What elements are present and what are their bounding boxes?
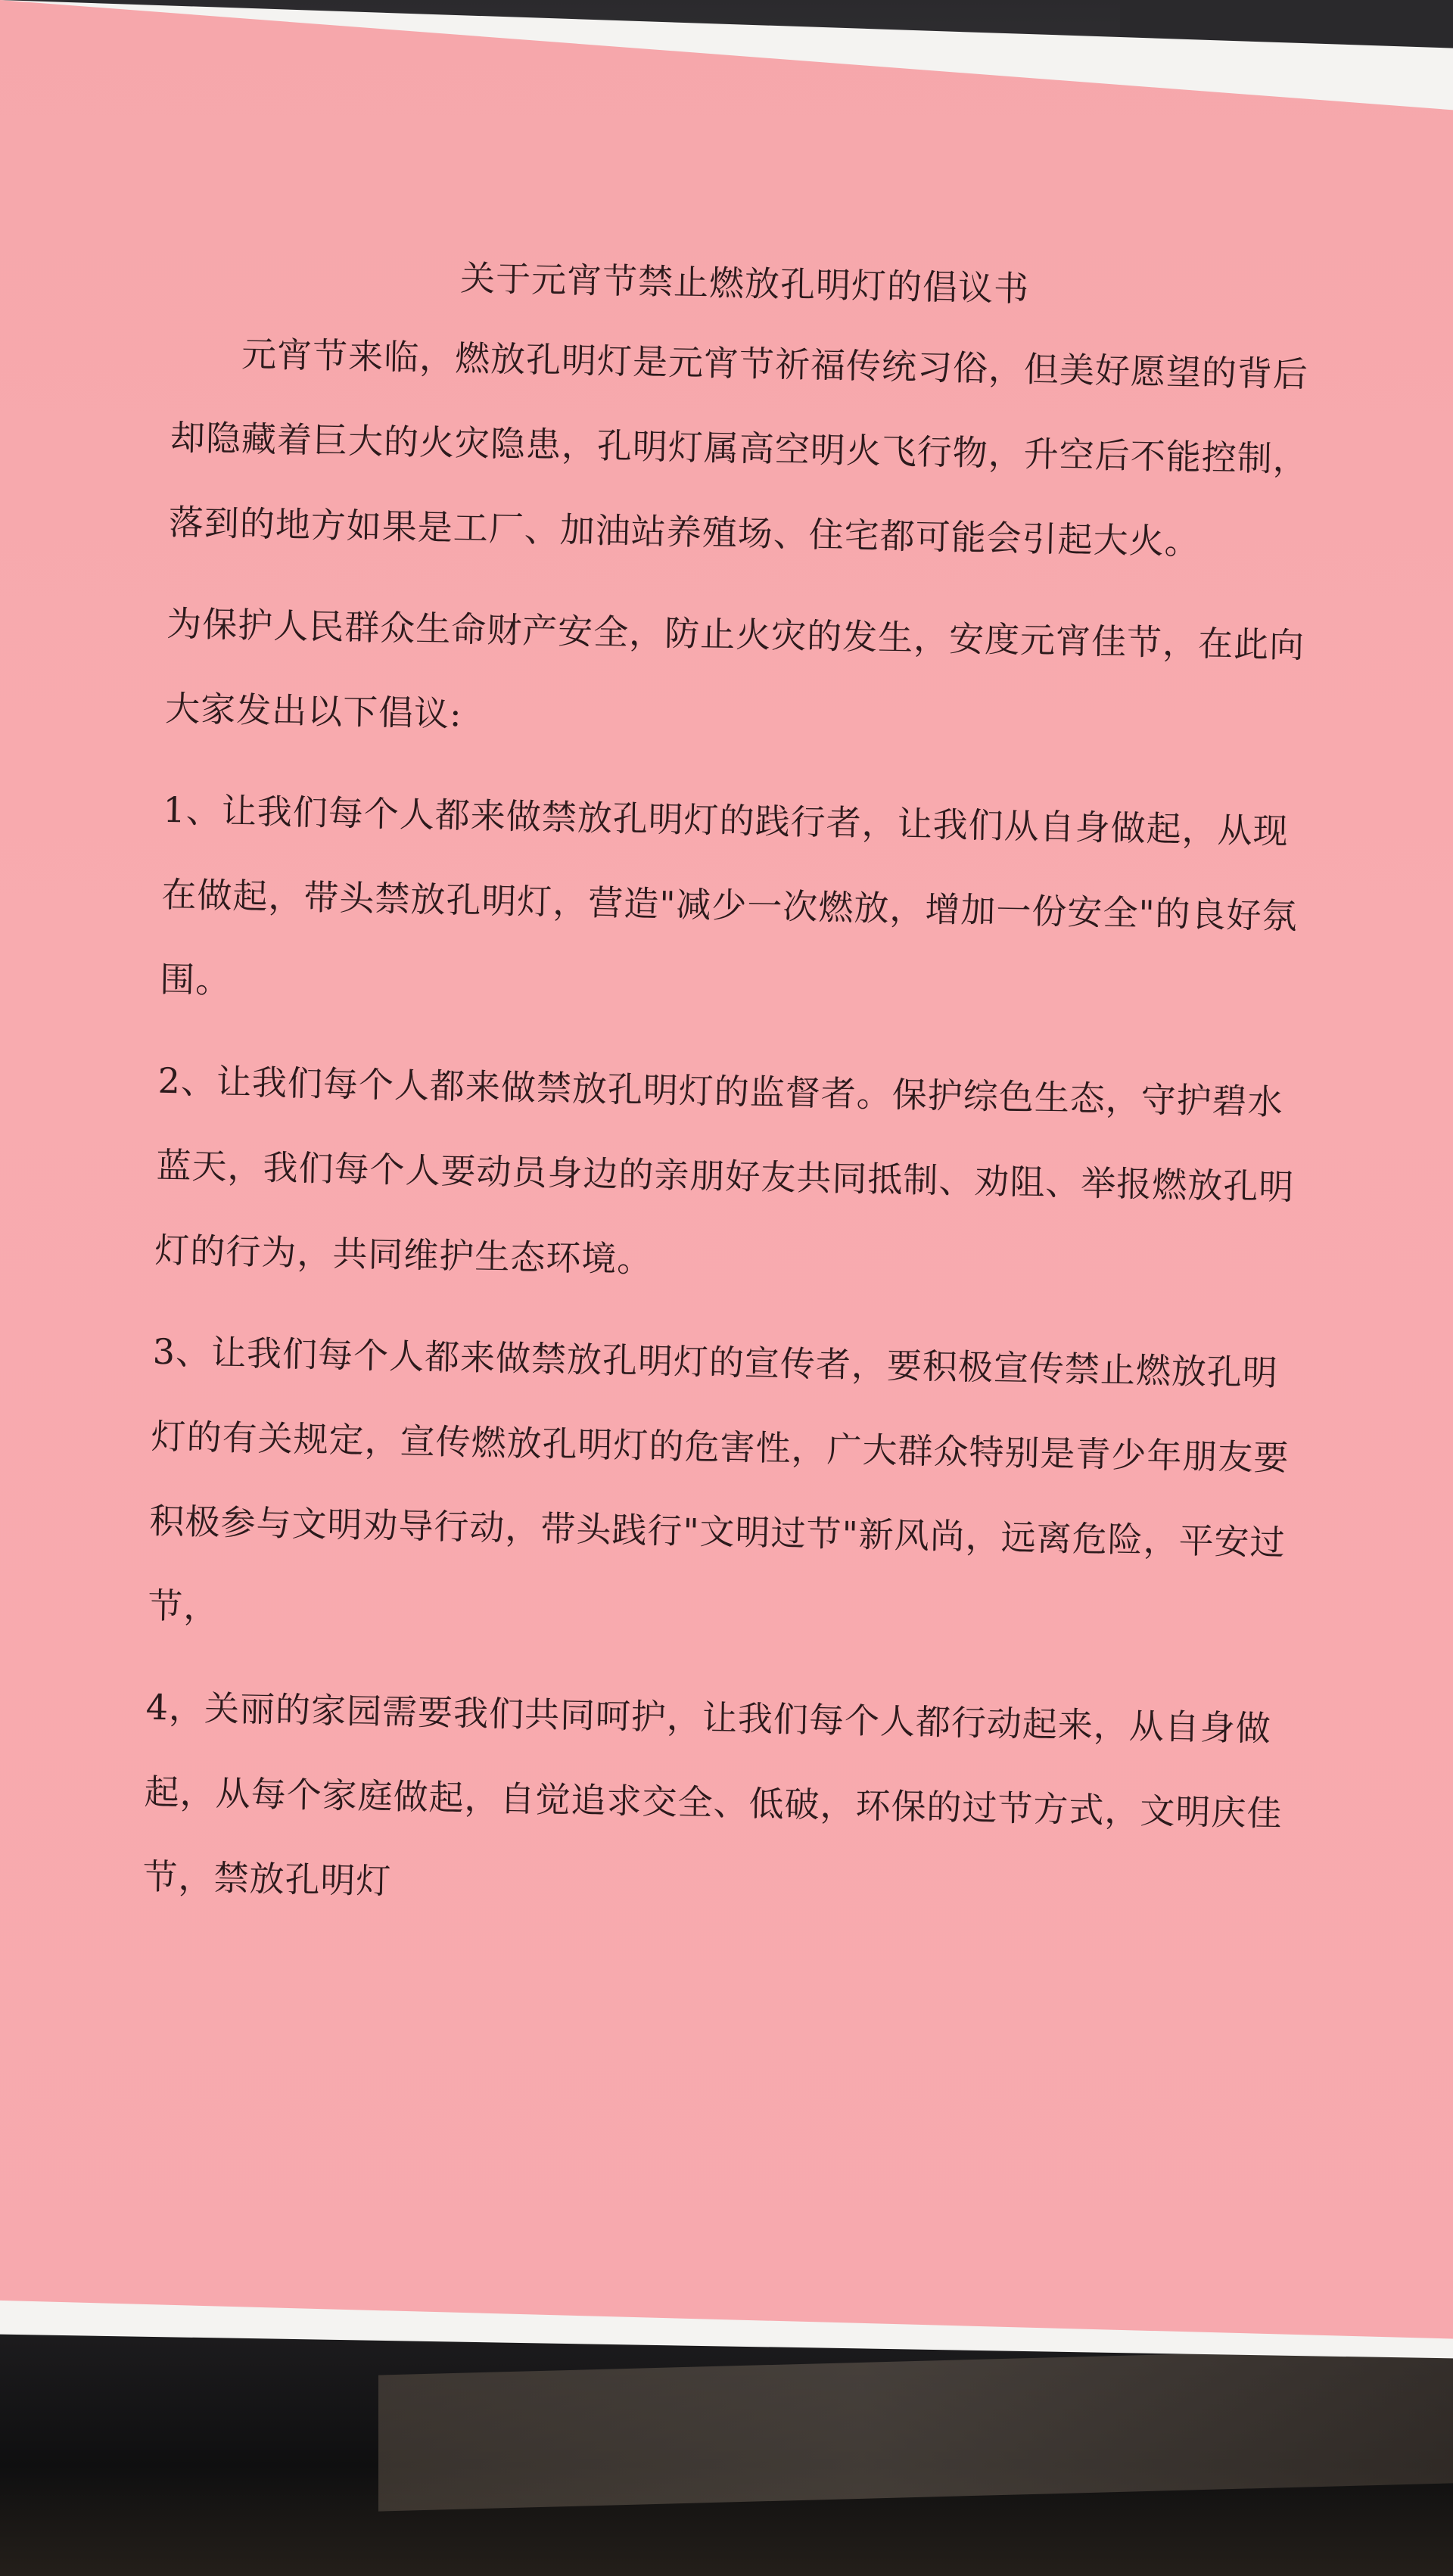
background-wood-surface bbox=[378, 2347, 1453, 2511]
proposal-item-2: 2、让我们每个人都来做禁放孔明灯的监督者。保护综色生态，守护碧水蓝天，我们每个人要动员身边的亲朋好友共同抵制、劝阻、举报燃放孔明灯的行为，共同维护生态环境。 bbox=[154, 1059, 1295, 1280]
proposal-document bbox=[142, 242, 1317, 1958]
proposal-item-1: 1、让我们每个人都来做禁放孔明灯的践行者，让我们从自身做起，从现在做起，带头禁放孔明灯，营造"减少一次燃放，增加一份安全"的良好氛围。 bbox=[159, 789, 1299, 1001]
proposal-item-3: 3、让我们每个人都来做禁放孔明灯的宣传者，要积极宣传禁止燃放孔明灯的有关规定，宣传燃放孔明灯的危害性，广大群众特别是青少年朋友要积极参与文明劝导行动，带头践行"文明过节"新风尚，远离危险，平安过节， bbox=[147, 1330, 1290, 1628]
document-title: 关于元宵节禁止燃放孔明灯的倡议书 bbox=[459, 257, 1030, 310]
proposal-item-4: 4，关丽的家园需要我们共同呵护，让我们每个人都行动起来，从自身做起，从每个家庭做起，自觉追求交全、低破，环保的过节方式，文明庆佳节，禁放孔明灯 bbox=[142, 1686, 1283, 1902]
intro-paragraph: 元宵节来临，燃放孔明灯是元宵节祈福传统习俗，但美好愿望的背后却隐藏着巨大的火灾隐患，孔明灯属高空明火飞行物，升空后不能控制，落到的地方如果是工厂、加油站养殖场、住宅都可能会引起大火。 bbox=[168, 333, 1309, 563]
purpose-paragraph: 为保护人民群众生命财产安全，防止火灾的发生，安度元宵佳节，在此向大家发出以下倡议: bbox=[164, 602, 1305, 735]
